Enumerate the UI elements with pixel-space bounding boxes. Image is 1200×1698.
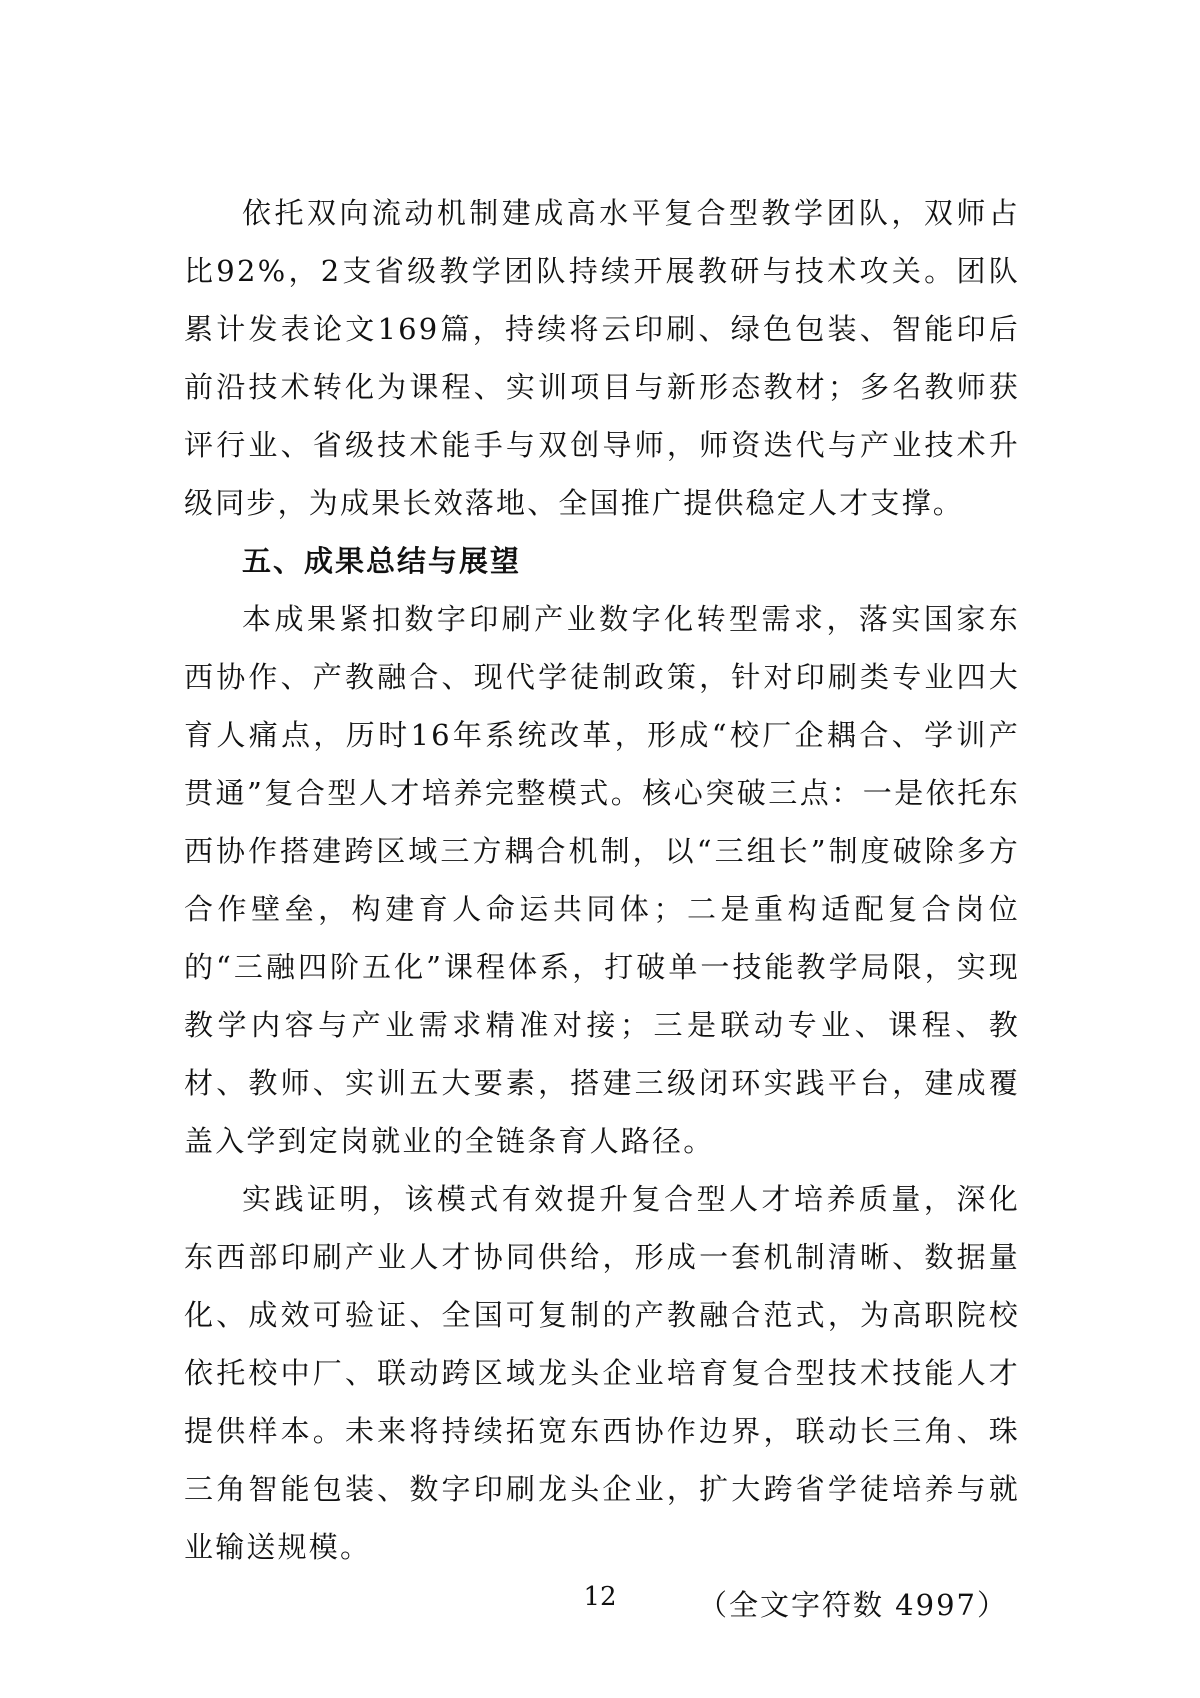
word-count-note: （全文字符数 4997）: [697, 1588, 1008, 1622]
page-number: 12: [583, 1582, 617, 1612]
paragraph-teaching-team: 依托双向流动机制建成高水平复合型教学团队，双师占比92%，2支省级教学团队持续开展教研与技术攻关。团队累计发表论文169篇，持续将云印刷、绿色包装、智能印后前沿技术转化为课程、实训项目与新形态教材；多名教师获评行业、省级技术能手与双创导师，师资迭代与产业技术升级同步，为成果长效落地、全国推广提供稳定人才支撑。: [184, 196, 1020, 520]
section-heading-summary: 五、成果总结与展望: [242, 544, 522, 578]
page-body: [184, 184, 1020, 1634]
paragraph-summary: 本成果紧扣数字印刷产业数字化转型需求，落实国家东西协作、产教融合、现代学徒制政策，针对印刷类专业四大育人痛点，历时16年系统改革，形成“校厂企耦合、学训产贯通”复合型人才培养完整模式。核心突破三点：一是依托东西协作搭建跨区域三方耦合机制，以“三组长”制度破除多方合作壁垒，构建育人命运共同体；二是重构适配复合岗位的“三融四阶五化”课程体系，打破单一技能教学局限，实现教学内容与产业需求精准对接；三是联动专业、课程、教材、教师、实训五大要素，搭建三级闭环实践平台，建成覆盖入学到定岗就业的全链条育人路径。: [184, 602, 1020, 1158]
paragraph-outlook: 实践证明，该模式有效提升复合型人才培养质量，深化东西部印刷产业人才协同供给，形成一套机制清晰、数据量化、成效可验证、全国可复制的产教融合范式，为高职院校依托校中厂、联动跨区域龙头企业培育复合型技术技能人才提供样本。未来将持续拓宽东西协作边界，联动长三角、珠三角智能包装、数字印刷龙头企业，扩大跨省学徒培养与就业输送规模。: [184, 1182, 1020, 1564]
